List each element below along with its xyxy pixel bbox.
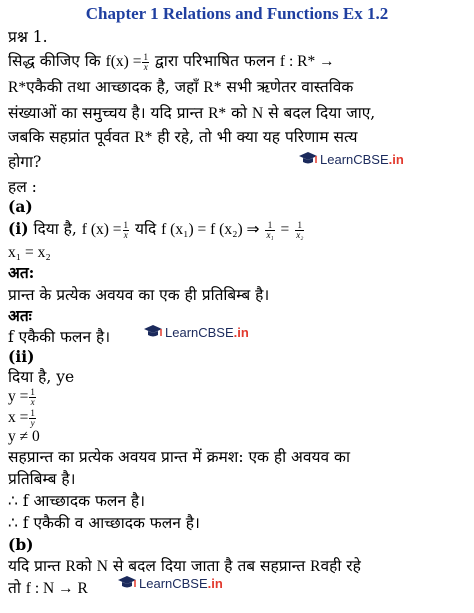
question-line-1 (8, 51, 335, 72)
numerator: 1 (143, 51, 148, 62)
brand-suffix: .in (233, 324, 249, 340)
brand-name: LearnCBSE (139, 575, 208, 591)
page-title: Chapter 1 Relations and Functions Ex 1.2 (85, 4, 389, 23)
s-math: f (x) = (81, 221, 122, 238)
part-i-line (8, 219, 305, 240)
part-b-label: (b) (8, 535, 34, 554)
q-math: R* (208, 105, 227, 122)
q-text: जबकि सहप्रांत पूर्ववत (8, 128, 130, 146)
part-b-line-1 (8, 556, 361, 577)
numerator: 1 (295, 221, 304, 231)
q-math: f : R* → (279, 53, 335, 70)
s-text: वही रहे (320, 557, 361, 575)
s-math: N (96, 558, 108, 575)
codomain-line-2: प्रतिबिम्ब है। (8, 470, 76, 488)
s-math: y = (8, 388, 29, 405)
injective-line: f एकैकी फलन है। (8, 328, 111, 346)
brand-suffix: .in (207, 575, 223, 591)
pratibimb-line: प्रान्त के प्रत्येक अवयव का एक ही प्रतिबिम्ब है। (8, 286, 270, 304)
s-math: f (x₁) = f (x₂) ⇒ (161, 221, 260, 238)
denominator: x (30, 396, 35, 407)
q-text: द्वारा परिभाषित फलन (154, 52, 275, 70)
part-ii-label: (ii) (8, 347, 35, 366)
x1-eq-x2: x₁ = x₂ (8, 244, 51, 261)
fraction (29, 409, 36, 428)
s-math: R (65, 558, 76, 575)
watermark-logo (117, 575, 223, 591)
y-eq-line (8, 386, 37, 407)
equals-sign: = (280, 221, 290, 238)
s-text: से बदल दिया जाता है तब सहप्रान्त (112, 557, 306, 575)
codomain-line-1: सहप्रान्त का प्रत्येक अवयव प्रान्त में क्रमश: एक ही अवयव का (8, 448, 350, 466)
s-text: को (75, 557, 92, 575)
q-text: से बदल दिया जाए, (268, 104, 376, 122)
y-ne-line: y ≠ 0 (8, 428, 40, 445)
fraction-x1 (265, 221, 274, 240)
numerator: 1 (30, 386, 35, 397)
q-text: ही रहे, तो भी क्या यह परिणाम सत्य (157, 128, 358, 146)
given-line: दिया है, ye (8, 368, 75, 386)
atah-1: अत: (8, 263, 35, 282)
denominator: x₁ (266, 229, 274, 240)
question-line-2 (8, 77, 353, 98)
numerator: 1 (265, 221, 274, 231)
numerator: 1 (123, 219, 129, 230)
fraction (142, 53, 149, 72)
q-math: R* (203, 79, 222, 96)
fraction-x2 (295, 221, 304, 240)
mortarboard-icon (117, 575, 137, 591)
question-line-4 (8, 127, 357, 148)
s-text: तो (8, 579, 21, 597)
part-a-label: (a) (8, 197, 33, 216)
bijective-line: ∴ f एकैकी व आच्छादक फलन है। (8, 514, 200, 532)
q-math: R* (134, 129, 153, 146)
atah-2: अतः (8, 306, 32, 325)
brand-suffix: .in (388, 151, 404, 167)
denominator: x (143, 61, 148, 72)
denominator: x (123, 229, 128, 240)
mortarboard-icon (298, 151, 318, 167)
q-text: सिद्ध कीजिए कि (8, 52, 101, 70)
q-text: एकैकी तथा आच्छादक है, जहाँ (26, 78, 199, 96)
part-b-line-2 (8, 578, 88, 599)
s-text: यदि (134, 220, 157, 238)
watermark-logo (143, 324, 249, 340)
question-line-3 (8, 103, 375, 124)
s-math: R (310, 558, 321, 575)
denominator: x₂ (296, 229, 304, 240)
q-math: N (251, 105, 264, 122)
solution-label: हल : (8, 178, 37, 196)
numerator: 1 (30, 407, 35, 418)
q-text: सभी ऋणेतर वास्तविक (226, 78, 354, 96)
q-text: संख्याओं का समुच्चय है। यदि प्रान्त (8, 104, 204, 122)
q-math: R* (8, 79, 27, 96)
brand-name: LearnCBSE (320, 151, 389, 167)
watermark-logo (298, 151, 404, 167)
denominator: y (30, 417, 35, 428)
question-line-5: होगा? (8, 153, 42, 171)
q-text: को (231, 104, 248, 122)
fraction (123, 221, 130, 240)
question-label: प्रश्न 1. (8, 28, 48, 46)
surjective-line: ∴ f आच्छादक फलन है। (8, 492, 146, 510)
s-math: x = (8, 409, 29, 426)
q-math: f(x) = (105, 53, 142, 70)
s-text: यदि प्रान्त (8, 557, 61, 575)
s-math: f : N → R (25, 580, 88, 597)
s-text: दिया है, (33, 220, 77, 238)
fraction (29, 388, 36, 407)
brand-name: LearnCBSE (165, 324, 234, 340)
part-i-label: (i) (8, 219, 29, 238)
mortarboard-icon (143, 324, 163, 340)
x-eq-line (8, 407, 37, 428)
